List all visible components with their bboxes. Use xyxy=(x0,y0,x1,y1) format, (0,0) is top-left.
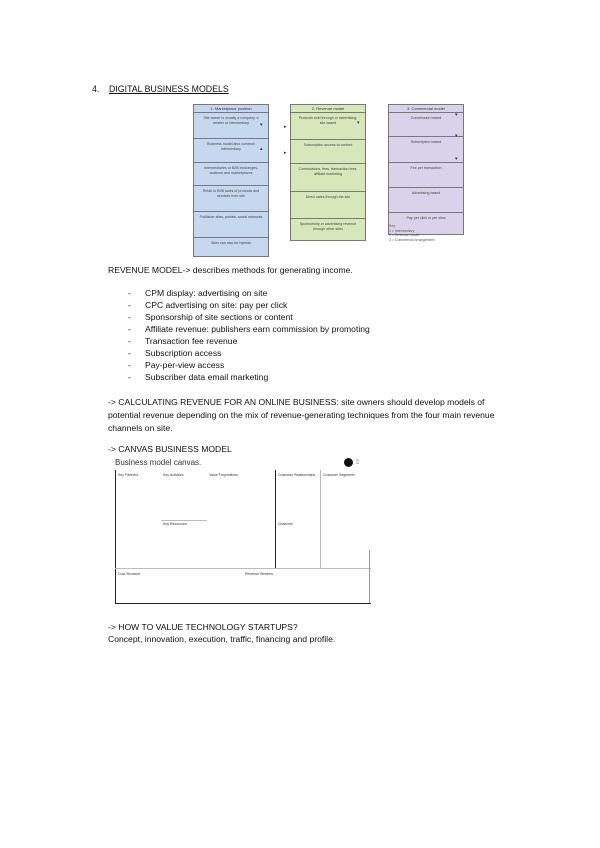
paragraph-line: potential revenue depending on the mix of revenue-generating techniques from the four main revenue xyxy=(108,410,495,420)
column-header: 2. Revenue model xyxy=(291,105,365,113)
list-item: - CPC advertising on site: pay per click xyxy=(128,299,370,311)
diagram-cell: Retail or B2B sales of products and services from site xyxy=(194,186,268,212)
chevron-down-icon: ▾ xyxy=(455,133,458,139)
diagram-cell: Fee per transaction xyxy=(389,163,463,188)
diagram-cell: Publisher sites, portals, social networks xyxy=(194,212,268,238)
list-item: - Transaction fee revenue xyxy=(128,335,370,347)
diagram-cell: Sites can also be hybrids xyxy=(211,241,251,245)
diagram-cell: Sponsorship or advertising revenue through other sites xyxy=(299,222,357,231)
list-item: - Subscription access xyxy=(128,347,370,359)
section-title: DIGITAL BUSINESS MODELS xyxy=(109,84,229,94)
canvas-block-label: Cost Structure xyxy=(118,572,141,576)
logo-icon xyxy=(344,458,353,467)
list-item: - Sponsorship of site sections or content xyxy=(128,311,370,323)
chevron-down-icon: ▾ xyxy=(455,156,458,162)
canvas-block-label: Key Resources xyxy=(163,522,187,526)
diagram-cell: Commission based xyxy=(389,113,463,137)
diagram-cell: Business model also common intermediary xyxy=(194,139,268,163)
paragraph-line: -> CALCULATING REVENUE FOR AN ONLINE BUSINESS: site owners should develop models of xyxy=(108,397,485,407)
startups-text: Concept, innovation, execution, traffic, financing and profile. xyxy=(108,634,336,644)
diagram-column-marketplace xyxy=(193,104,269,257)
startups-heading: -> HOW TO VALUE TECHNOLOGY STARTUPS? xyxy=(108,622,298,632)
canvas-frame xyxy=(115,470,371,604)
chevron-down-icon: ▾ xyxy=(455,112,458,118)
canvas-block-label: Customer Relationships xyxy=(278,473,316,477)
column-header: 3. Commercial model xyxy=(389,105,463,113)
diagram-cell: Subscription access to content xyxy=(291,140,365,164)
canvas-block-label: Customer Segments xyxy=(323,473,355,477)
canvas-block-label: Key Partners xyxy=(118,473,139,477)
legend-line: 3 = Commercial arrangement xyxy=(389,237,435,242)
canvas-block-label: Value Propositions xyxy=(209,473,238,477)
legend-line: Key: xyxy=(389,224,397,228)
diagram-cell: Site owner is usually a company, a retailer or intermediary xyxy=(194,113,268,139)
chevron-down-icon: ▾ xyxy=(260,122,263,128)
diagram-cell: Advertising based xyxy=(389,188,463,213)
canvas-block-label: Channels xyxy=(278,522,293,526)
revenue-list xyxy=(128,287,370,383)
section-number: 4. xyxy=(92,84,100,94)
diagram-cell: Commissions, fees, transaction fees, affiliate marketing xyxy=(291,164,365,192)
canvas-title: Business model canvas. xyxy=(115,458,202,467)
revenue-model-intro: REVENUE MODEL-> describes methods for generating income. xyxy=(108,265,353,275)
chevron-up-icon: ▴ xyxy=(260,146,263,152)
arrow-right-icon: ▸ xyxy=(284,124,287,130)
legend-line: 2 = Revenue model xyxy=(389,233,420,237)
column-header: 1. Marketplace position xyxy=(194,105,268,113)
canvas-block-label: Key Activities xyxy=(163,473,184,477)
logo-mark: ▪▪▪ ▪▪▪ xyxy=(356,458,360,465)
diagram-cell: Direct sales through the site xyxy=(291,192,365,219)
diagram-cell: Products sold through or advertising, site-based xyxy=(291,113,365,140)
section-heading xyxy=(92,84,229,94)
diagram-cell: Intermediaries or B2B exchanges, auctions and marketplaces xyxy=(194,163,268,186)
list-item: - Subscriber data email marketing xyxy=(128,371,370,383)
list-item: - Pay-per-view access xyxy=(128,359,370,371)
business-model-canvas xyxy=(110,458,372,606)
paragraph-line: channels on site. xyxy=(108,423,173,433)
arrow-right-icon: ▸ xyxy=(284,150,287,156)
legend-line: 1 = Intermediary xyxy=(389,228,415,233)
canvas-heading: -> CANVAS BUSINESS MODEL xyxy=(108,444,232,454)
diagram-cell: Pay per click or per view xyxy=(406,216,446,220)
diagram-legend xyxy=(389,224,434,242)
list-item: - CPM display: advertising on site xyxy=(128,287,370,299)
calculating-paragraph xyxy=(108,396,495,435)
diagram-cell: Subscription based xyxy=(389,137,463,163)
canvas-block-label: Revenue Streams xyxy=(245,572,274,576)
list-item: - Affiliate revenue: publishers earn commission by promoting xyxy=(128,323,370,335)
chevron-down-icon: ▾ xyxy=(357,120,360,126)
